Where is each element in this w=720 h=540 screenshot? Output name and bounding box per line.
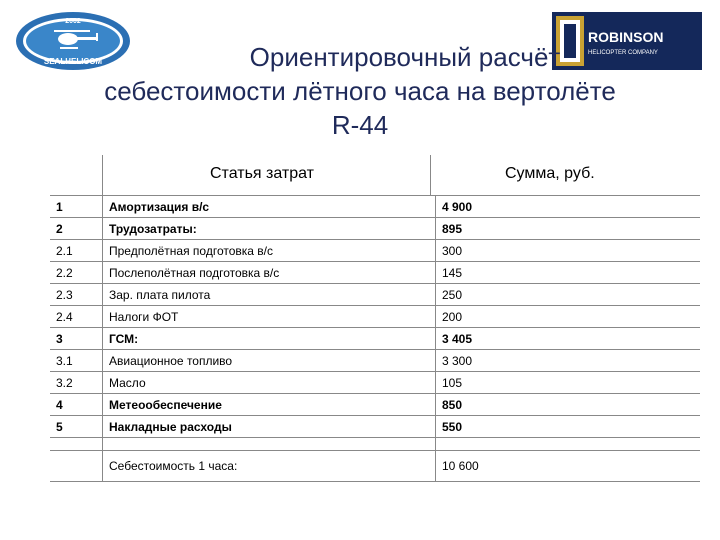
table-row: [50, 284, 700, 306]
cell-name: ГСМ:: [103, 328, 436, 350]
table-row: [50, 196, 700, 218]
title-line-2: себестоимости лётного часа на вертолёте: [104, 76, 616, 106]
cell-sum: 200: [436, 306, 701, 328]
cell-sum: 300: [436, 240, 701, 262]
robinson-brand: ROBINSON: [588, 29, 664, 45]
cell-sum: 895: [436, 218, 701, 240]
cell-num: 2.4: [50, 306, 103, 328]
cell-name: Трудозатраты:: [103, 218, 436, 240]
cell-num: 3.1: [50, 350, 103, 372]
cell-num: 5: [50, 416, 103, 438]
cell-num: [50, 438, 103, 451]
cell-name: Предполётная подготовка в/с: [103, 240, 436, 262]
cell-sum: 145: [436, 262, 701, 284]
cell-name: Послеполётная подготовка в/с: [103, 262, 436, 284]
logo-brand-text: SEALHELICOM: [43, 57, 103, 66]
cell-name: Метеообеспечение: [103, 394, 436, 416]
table-row: [50, 328, 700, 350]
robinson-subtitle: HELICOPTER COMPANY: [588, 50, 658, 56]
cell-name: [103, 438, 436, 451]
cell-name: Авиационное топливо: [103, 350, 436, 372]
total-label: Себестоимость 1 часа:: [103, 451, 436, 482]
table-spacer-row: [50, 438, 700, 451]
title-line-3: R-44: [331, 110, 389, 140]
table-header: [50, 155, 700, 191]
cell-num: 2.3: [50, 284, 103, 306]
header-divider-right: [430, 155, 431, 195]
table-row: [50, 306, 700, 328]
cell-num: 2: [50, 218, 103, 240]
cell-name: Амортизация в/с: [103, 196, 436, 218]
logo-year: 2002: [65, 18, 81, 25]
cell-sum: 3 405: [436, 328, 701, 350]
cell-sum: 4 900: [436, 196, 701, 218]
cell-sum: [436, 438, 701, 451]
cell-sum: 3 300: [436, 350, 701, 372]
total-row: [50, 451, 700, 482]
total-sum: 10 600: [436, 451, 701, 482]
cell-sum: 105: [436, 372, 701, 394]
cell-sum: 850: [436, 394, 701, 416]
cell-name: Налоги ФОТ: [103, 306, 436, 328]
cell-sum: 550: [436, 416, 701, 438]
header-sum: Сумма, руб.: [505, 165, 595, 182]
cell-name: Масло: [103, 372, 436, 394]
cell-name: Накладные расходы: [103, 416, 436, 438]
table-row: [50, 350, 700, 372]
cost-table: [50, 195, 700, 482]
cell-num: [50, 451, 103, 482]
page-title: [20, 40, 700, 142]
cell-num: 2.1: [50, 240, 103, 262]
cell-sum: 250: [436, 284, 701, 306]
table-row: [50, 372, 700, 394]
header-item: Статья затрат: [210, 165, 315, 182]
table-row: [50, 240, 700, 262]
table-row: [50, 416, 700, 438]
cell-num: 3: [50, 328, 103, 350]
table-row: [50, 262, 700, 284]
cell-name: Зар. плата пилота: [103, 284, 436, 306]
cell-num: 4: [50, 394, 103, 416]
table-row: [50, 218, 700, 240]
header-divider-left: [102, 155, 103, 195]
cell-num: 2.2: [50, 262, 103, 284]
cell-num: 1: [50, 196, 103, 218]
title-line-1: Ориентировочный расчёт: [249, 42, 561, 72]
table-row: [50, 394, 700, 416]
cell-num: 3.2: [50, 372, 103, 394]
